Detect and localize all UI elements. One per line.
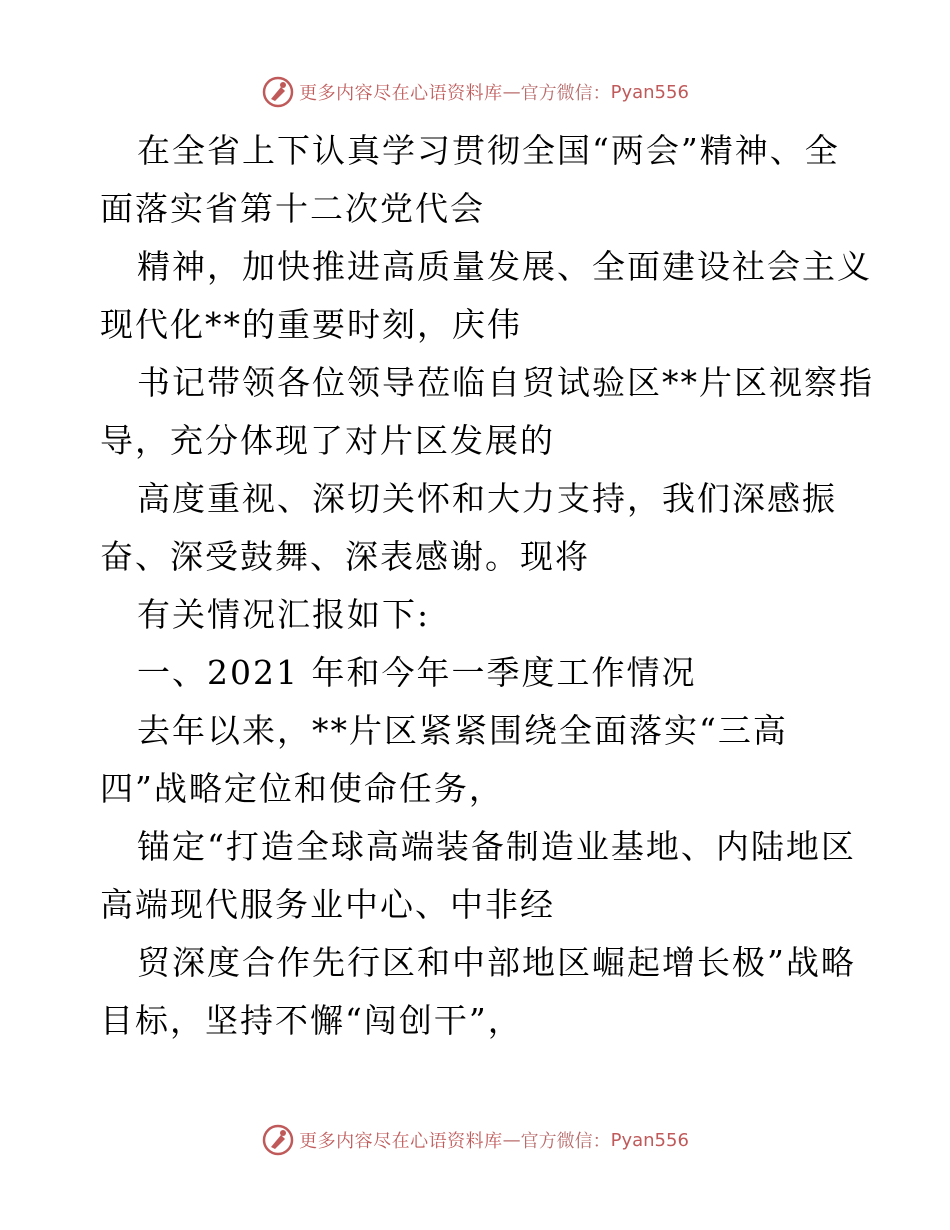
document-line: 奋、深受鼓舞、深表感谢。现将 <box>100 537 590 576</box>
document-line: 书记带领各位领导莅临自贸试验区**片区视察指 <box>137 363 874 402</box>
section-heading: 一、2021 年和今年一季度工作情况 <box>137 653 697 692</box>
watermark-wechat-id: Pyan556 <box>610 81 689 103</box>
document-line: 有关情况汇报如下: <box>137 595 431 634</box>
watermark-brand: 更多内容尽在心语资料库 <box>299 83 503 104</box>
document-line: 贸深度合作先行区和中部地区崛起增长极”战略 <box>137 943 856 982</box>
watermark-separator: — <box>502 1129 521 1151</box>
pen-nib-icon <box>261 75 295 109</box>
document-line: 高度重视、深切关怀和大力支持，我们深感振 <box>137 479 837 518</box>
document-line: 目标，坚持不懈“闯创干”， <box>100 1001 523 1040</box>
document-line: 在全省上下认真学习贯彻全国“两会”精神、全 <box>137 131 840 170</box>
document-line: 面落实省第十二次党代会 <box>100 189 485 228</box>
page-footer-watermark <box>0 1120 950 1160</box>
watermark-wechat-id: Pyan556 <box>610 1129 689 1151</box>
document-body <box>100 122 874 1050</box>
watermark-separator: — <box>502 81 521 103</box>
document-line: 精神，加快推进高质量发展、全面建设社会主义 <box>137 247 872 286</box>
document-line: 四”战略定位和使命任务， <box>100 769 504 808</box>
document-line: 导，充分体现了对片区发展的 <box>100 421 555 460</box>
document-line: 去年以来，**片区紧紧围绕全面落实“三高 <box>137 711 788 750</box>
watermark-label: 官方微信： <box>520 83 611 104</box>
watermark-brand: 更多内容尽在心语资料库 <box>299 1131 503 1152</box>
document-line: 高端现代服务业中心、中非经 <box>100 885 555 924</box>
watermark-label: 官方微信： <box>520 1131 611 1152</box>
page-header-watermark <box>0 72 950 112</box>
document-line: 现代化**的重要时刻，庆伟 <box>100 305 522 344</box>
document-line: 锚定“打造全球高端装备制造业基地、内陆地区 <box>137 827 856 866</box>
pen-nib-icon <box>261 1123 295 1157</box>
